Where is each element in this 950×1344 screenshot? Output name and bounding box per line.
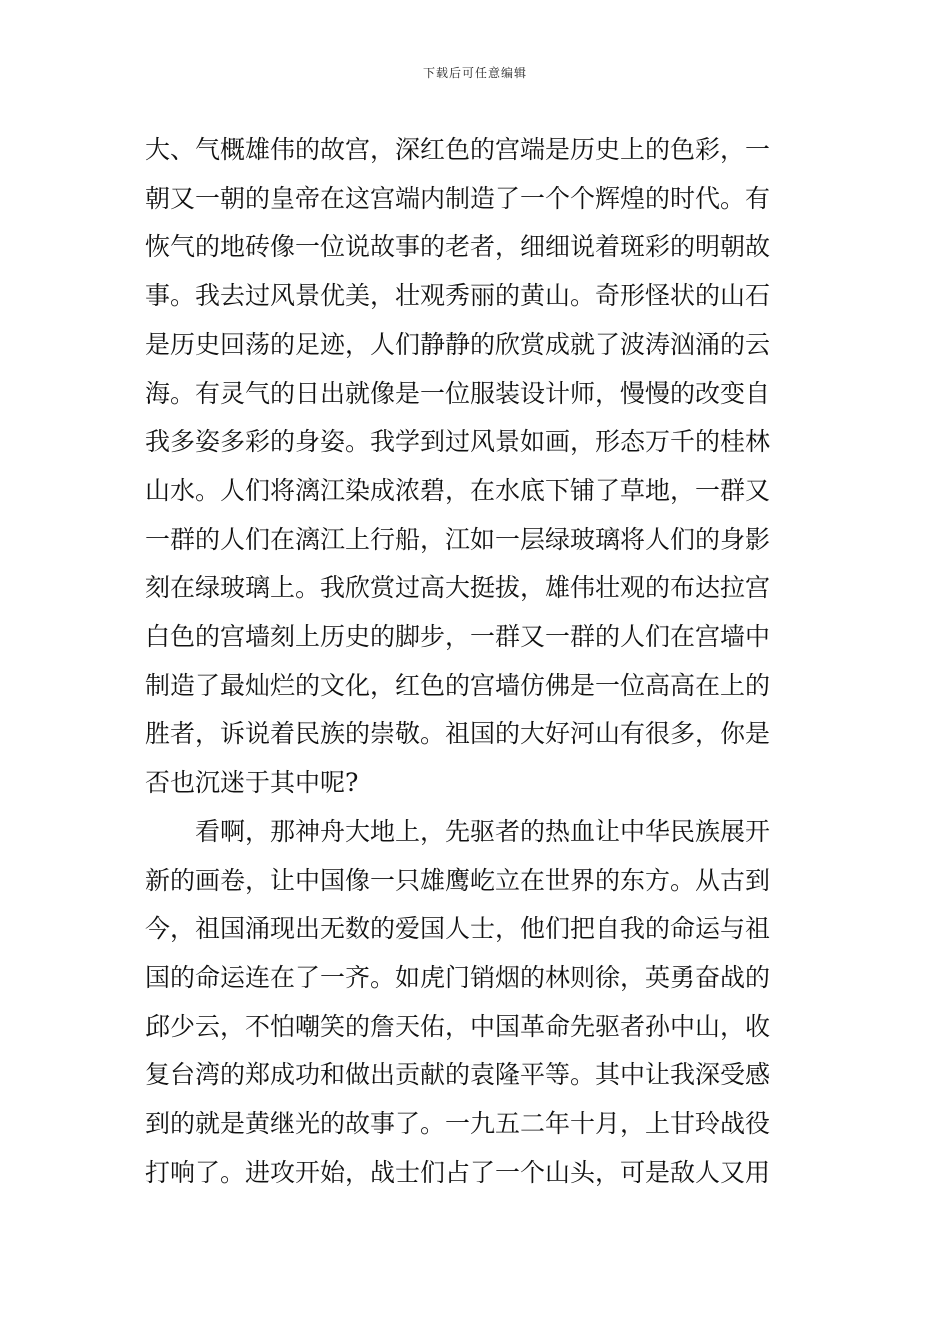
text-line: 新的画卷，让中国像一只雄鹰屹立在世界的东方。从古到 — [145, 865, 771, 895]
page-header: 下载后可任意编辑 — [422, 66, 527, 80]
text-line: 打响了。进攻开始，战士们占了一个山头，可是敌人又用 — [145, 1157, 771, 1187]
text-line: 到的就是黄继光的故事了。一九五二年十月，上甘玲战役 — [145, 1109, 771, 1139]
text-line: 胜者，诉说着民族的崇敬。祖国的大好河山有很多，你是 — [145, 719, 771, 749]
text-line: 今，祖国涌现出无数的爱国人士，他们把自我的命运与祖 — [145, 914, 771, 944]
text-line: 恢气的地砖像一位说故事的老者，细细说着斑彩的明朝故 — [145, 232, 771, 262]
text-line: 国的命运连在了一齐。如虎门销烟的林则徐，英勇奋战的 — [145, 962, 771, 992]
text-line: 朝又一朝的皇帝在这宫端内制造了一个个辉煌的时代。有 — [145, 183, 771, 213]
text-line: 是历史回荡的足迹，人们静静的欣赏成就了波涛汹涌的云 — [145, 329, 771, 359]
paragraph-2 — [145, 808, 807, 1198]
text-line: 看啊，那神舟大地上，先驱者的热血让中华民族展开 — [195, 816, 771, 846]
text-line: 复台湾的郑成功和做出贡献的袁隆平等。其中让我深受感 — [145, 1060, 771, 1090]
text-line: 一群的人们在漓江上行船，江如一层绿玻璃将人们的身影 — [145, 524, 771, 554]
text-line: 邱少云，不怕嘲笑的詹天佑，中国革命先驱者孙中山，收 — [145, 1011, 771, 1041]
text-line: 事。我去过风景优美，壮观秀丽的黄山。奇形怪状的山石 — [145, 281, 771, 311]
body-text — [145, 126, 807, 1197]
text-line: 白色的宫墙刻上历史的脚步，一群又一群的人们在宫墙中 — [145, 622, 771, 652]
text-line: 刻在绿玻璃上。我欣赏过高大挺拔，雄伟壮观的布达拉宫 — [145, 573, 771, 603]
text-line: 我多姿多彩的身姿。我学到过风景如画，形态万千的桂林 — [145, 427, 771, 457]
paragraph-1 — [145, 126, 807, 808]
text-line: 制造了最灿烂的文化，红色的宫墙仿佛是一位高高在上的 — [145, 670, 771, 700]
text-line: 山水。人们将漓江染成浓碧，在水底下铺了草地，一群又 — [145, 475, 771, 505]
text-line: 否也沉迷于其中呢? — [145, 768, 359, 798]
text-line: 海。有灵气的日出就像是一位服装设计师，慢慢的改变自 — [145, 378, 771, 408]
text-line: 大、气概雄伟的故宫，深红色的宫端是历史上的色彩，一 — [145, 135, 771, 164]
